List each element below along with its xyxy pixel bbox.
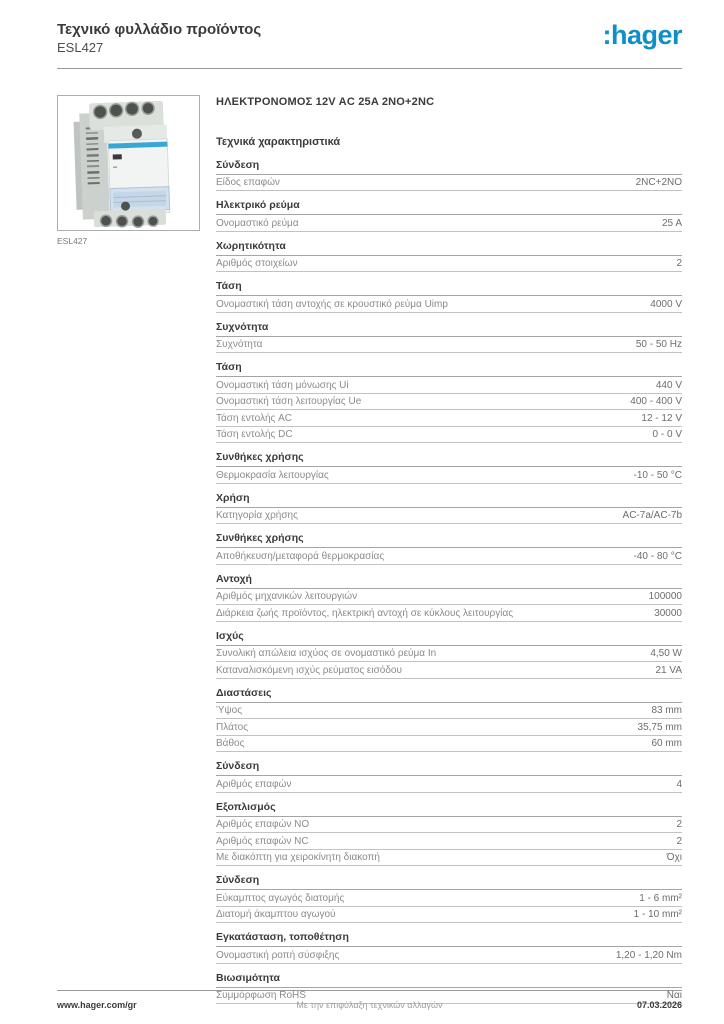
spec-section bbox=[216, 157, 682, 192]
spec-section bbox=[216, 278, 682, 313]
spec-section-header: Ηλεκτρικό ρεύμα bbox=[216, 197, 682, 215]
spec-label: Ονομαστικό ρεύμα bbox=[216, 217, 299, 229]
spec-section bbox=[216, 929, 682, 964]
spec-value: Ναι bbox=[666, 990, 682, 1002]
spec-value: 83 mm bbox=[651, 705, 682, 717]
spec-value: 2NC+2NO bbox=[635, 177, 682, 189]
spec-value: 440 V bbox=[655, 379, 682, 391]
spec-label: Αριθμός επαφών NC bbox=[216, 835, 309, 847]
footer-row bbox=[57, 1000, 682, 1010]
spec-row bbox=[216, 662, 682, 679]
spec-row bbox=[216, 850, 682, 867]
spec-row bbox=[216, 175, 682, 192]
spec-label: Αριθμός στοιχείων bbox=[216, 258, 298, 270]
spec-row bbox=[216, 947, 682, 964]
spec-label: Συνολική απώλεια ισχύος σε ονομαστικό ρεύμα In bbox=[216, 648, 437, 660]
spec-section-header: Εγκατάσταση, τοποθέτηση bbox=[216, 929, 682, 947]
spec-label: Συμμόρφωση RoHS bbox=[216, 990, 306, 1002]
spec-value: 2 bbox=[676, 835, 682, 847]
spec-label: Καταναλισκόμενη ισχύς ρεύματος εισόδου bbox=[216, 664, 402, 676]
spec-value: 0 - 0 V bbox=[652, 429, 682, 441]
spec-label: Βάθος bbox=[216, 738, 245, 750]
spec-row bbox=[216, 646, 682, 663]
spec-section-header: Σύνδεση bbox=[216, 157, 682, 175]
spec-row bbox=[216, 907, 682, 924]
spec-section-header: Σύνδεση bbox=[216, 758, 682, 776]
spec-row bbox=[216, 817, 682, 834]
footer-disclaimer: Με την επιφύλαξη τεχνικών αλλαγών bbox=[296, 1000, 443, 1010]
spec-row bbox=[216, 605, 682, 622]
spec-label: Ονομαστική τάση λειτουργίας Ue bbox=[216, 396, 362, 408]
spec-label: Εύκαμπτος αγωγός διατομής bbox=[216, 892, 345, 904]
spec-section bbox=[216, 872, 682, 923]
spec-section-header: Τάση bbox=[216, 359, 682, 377]
spec-row bbox=[216, 736, 682, 753]
spec-value: 35,75 mm bbox=[637, 721, 682, 733]
spec-row bbox=[216, 548, 682, 565]
content bbox=[0, 69, 724, 1005]
spec-section bbox=[216, 197, 682, 232]
spec-row bbox=[216, 215, 682, 232]
spec-value: 2 bbox=[676, 819, 682, 831]
spec-section bbox=[216, 628, 682, 679]
spec-section bbox=[216, 758, 682, 793]
spec-value: 1 - 6 mm² bbox=[639, 892, 682, 904]
spec-section-header: Χρήση bbox=[216, 490, 682, 508]
spec-row bbox=[216, 776, 682, 793]
spec-row bbox=[216, 377, 682, 394]
spec-label: Τάση εντολής DC bbox=[216, 429, 293, 441]
spec-row bbox=[216, 890, 682, 907]
spec-value: AC-7a/AC-7b bbox=[622, 510, 682, 522]
spec-label: Με διακόπτη για χειροκίνητη διακοπή bbox=[216, 852, 380, 864]
spec-value: 12 - 12 V bbox=[641, 412, 682, 424]
spec-section-header: Συνθήκες χρήσης bbox=[216, 449, 682, 467]
spec-row bbox=[216, 719, 682, 736]
product-image-caption: ESL427 bbox=[57, 235, 88, 246]
spec-label: Αριθμός επαφών NO bbox=[216, 819, 310, 831]
spec-section-header: Χωρητικότητα bbox=[216, 238, 682, 256]
spec-label: Ύψος bbox=[216, 705, 243, 717]
spec-section bbox=[216, 449, 682, 484]
spec-value: 60 mm bbox=[651, 738, 682, 750]
footer bbox=[57, 990, 682, 1010]
spec-label: Ονομαστική τάση αντοχής σε κρουστικό ρεύμα Uimp bbox=[216, 298, 448, 310]
spec-row bbox=[216, 508, 682, 525]
spec-table bbox=[216, 157, 682, 1005]
spec-row bbox=[216, 337, 682, 354]
spec-row bbox=[216, 256, 682, 273]
footer-divider bbox=[57, 990, 682, 991]
spec-row bbox=[216, 703, 682, 720]
spec-section-header: Σύνδεση bbox=[216, 872, 682, 890]
spec-section-header: Εξοπλισμός bbox=[216, 799, 682, 817]
product-code: ESL427 bbox=[57, 39, 104, 55]
spec-section bbox=[216, 359, 682, 443]
spec-value: 1 - 10 mm² bbox=[633, 909, 682, 921]
spec-value: 4,50 W bbox=[650, 648, 682, 660]
spec-section bbox=[216, 571, 682, 622]
spec-label: Διάρκεια ζωής προϊόντος, ηλεκτρική αντοχή σε κύκλους λειτουργίας bbox=[216, 607, 514, 619]
header bbox=[0, 0, 724, 56]
spec-section bbox=[216, 799, 682, 867]
spec-section-header: Συχνότητα bbox=[216, 319, 682, 337]
spec-value: -10 - 50 °C bbox=[633, 469, 682, 481]
spec-label: Θερμοκρασία λειτουργίας bbox=[216, 469, 329, 481]
spec-column bbox=[216, 95, 682, 1005]
spec-section-header: Ισχύς bbox=[216, 628, 682, 646]
footer-date: 07.03.2026 bbox=[636, 1000, 682, 1010]
spec-value: 30000 bbox=[654, 607, 682, 619]
spec-section bbox=[216, 685, 682, 753]
product-name: ΗΛΕΚΤΡΟΝΟΜΟΣ 12V AC 25A 2NO+2NC bbox=[216, 95, 435, 108]
spec-value: 100000 bbox=[648, 591, 682, 603]
spec-row bbox=[216, 833, 682, 850]
spec-section-header: Τάση bbox=[216, 278, 682, 296]
spec-section-header: Συνθήκες χρήσης bbox=[216, 530, 682, 548]
spec-value: 2 bbox=[676, 258, 682, 270]
spec-label: Κατηγορία χρήσης bbox=[216, 510, 298, 522]
spec-section-header: Διαστάσεις bbox=[216, 685, 682, 703]
spec-value: -40 - 80 °C bbox=[633, 550, 682, 562]
spec-label: Αποθήκευση/μεταφορά θερμοκρασίας bbox=[216, 550, 385, 562]
spec-value: 21 VA bbox=[655, 664, 682, 676]
spec-value: 400 - 400 V bbox=[630, 396, 682, 408]
spec-label: Συχνότητα bbox=[216, 339, 263, 351]
spec-value: 4000 V bbox=[650, 298, 682, 310]
spec-label: Ονομαστική τάση μόνωσης Ui bbox=[216, 379, 349, 391]
spec-value: 50 - 50 Hz bbox=[635, 339, 682, 351]
spec-label: Αριθμός επαφών bbox=[216, 778, 292, 790]
spec-section-header: Βιωσιμότητα bbox=[216, 970, 682, 988]
product-image-column bbox=[57, 95, 200, 246]
spec-section bbox=[216, 238, 682, 273]
spec-label: Τάση εντολής AC bbox=[216, 412, 292, 424]
contactor-illustration bbox=[58, 96, 199, 230]
spec-label: Διατομή άκαμπτου αγωγού bbox=[216, 909, 336, 921]
spec-value: 1,20 - 1,20 Nm bbox=[615, 949, 682, 961]
spec-row bbox=[216, 467, 682, 484]
spec-row bbox=[216, 296, 682, 313]
footer-website: www.hager.com/gr bbox=[57, 1000, 137, 1010]
spec-value: Όχι bbox=[666, 852, 682, 864]
hager-logo: :hager bbox=[602, 20, 682, 50]
product-image bbox=[57, 95, 200, 231]
spec-section bbox=[216, 490, 682, 525]
spec-value: 25 A bbox=[661, 217, 682, 229]
spec-value: 4 bbox=[676, 778, 682, 790]
spec-section bbox=[216, 319, 682, 354]
spec-table-title: Τεχνικά χαρακτηριστικά bbox=[216, 135, 341, 148]
spec-row bbox=[216, 589, 682, 606]
spec-row bbox=[216, 410, 682, 427]
spec-row bbox=[216, 427, 682, 444]
spec-label: Είδος επαφών bbox=[216, 177, 280, 189]
spec-label: Ονομαστική ροπή σύσφιξης bbox=[216, 949, 340, 961]
spec-row bbox=[216, 394, 682, 411]
header-titles bbox=[57, 20, 261, 56]
spec-label: Αριθμός μηχανικών λειτουργιών bbox=[216, 591, 358, 603]
spec-section-header: Αντοχή bbox=[216, 571, 682, 589]
document-title: Τεχνικό φυλλάδιο προϊόντος bbox=[57, 21, 262, 38]
spec-label: Πλάτος bbox=[216, 721, 249, 733]
spec-section bbox=[216, 530, 682, 565]
